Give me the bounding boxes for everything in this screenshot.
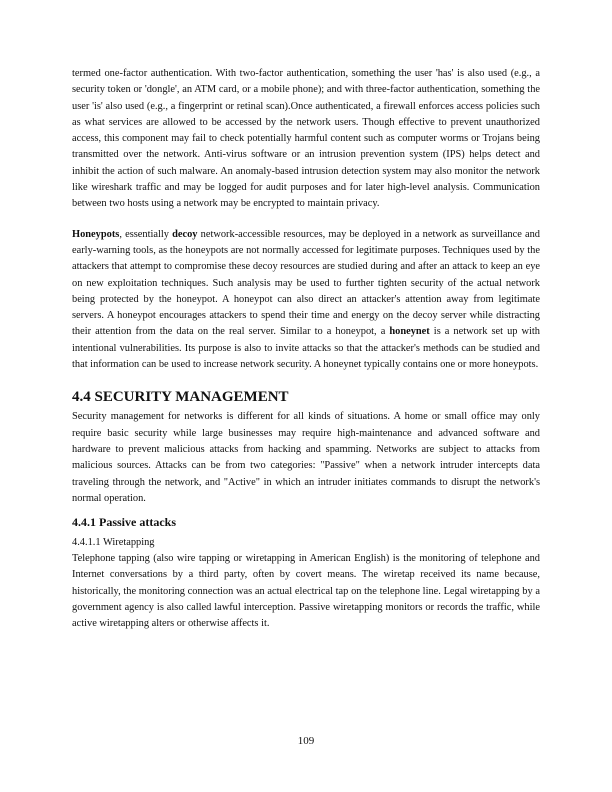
subsubsection-heading: 4.4.1.1 Wiretapping bbox=[72, 537, 155, 549]
paragraph-text: network-accessible resources, may be deployed in a network as surveillance and early-warning tools, as the honeypots are not normally accessed for legitimate purposes. Techniques used by the attackers that attempt to compromise these decoy resources are studied during and after an attack to keep an eye on new exploitation techniques. Such analysis may be used to further tighten security of the actual network being protected by the honeypot. A honeypot can also direct an attacker's attention away from legitimate servers. A honeypot encourages attackers to spend their time and energy on the decoy server while distracting their attention from the data on the real server. Similar to a honeypot, a bbox=[72, 228, 540, 338]
paragraph-text: , essentially bbox=[119, 228, 173, 240]
paragraph-honeypots bbox=[72, 227, 540, 374]
term-decoy: decoy bbox=[172, 228, 198, 240]
term-honeynet: honeynet bbox=[389, 326, 430, 338]
paragraph-wiretapping: Telephone tapping (also wire tapping or wiretapping in American English) is the monitoring of telephone and Internet conversations by a third party, often by covert means. The wiretap received its name because, historically, the monitoring connection was an actual electrical tap on the telephone line. Legal wiretapping by a government agency is also called lawful interception. Passive wiretapping monitors or records the traffic, while active wiretapping alters or otherwise affects it. bbox=[72, 553, 540, 630]
term-honeypots: Honeypots bbox=[72, 228, 120, 240]
page-number: 109 bbox=[297, 735, 315, 747]
paragraph-text: is a network set up with intentional vulnerabilities. Its purpose is also to invite attacks so that the attacker's methods can be studied and that information can be used to increase network security. A honeynet typically contains one or more honeypots. bbox=[72, 326, 540, 371]
document-page bbox=[72, 66, 540, 633]
section-heading: 4.4 SECURITY MANAGEMENT bbox=[72, 389, 289, 406]
paragraph-security-management: Security management for networks is different for all kinds of situations. A home or small office may only require basic security while large businesses may require high-maintenance and advanced software and hardware to prevent malicious attacks from hacking and spamming. Networks are subject to attacks from malicious sources. Attacks can be from two categories: "Passive" when a network intruder intercepts data traveling through the network, and "Active" in which an intruder initiates commands to disrupt the network's normal operation. bbox=[72, 411, 540, 504]
subsection-heading: 4.4.1 Passive attacks bbox=[72, 515, 176, 530]
paragraph-authentication: termed one-factor authentication. With two-factor authentication, something the user 'has' is also used (e.g., a security token or 'dongle', an ATM card, or a mobile phone); and with three-factor authentication, something the user 'is' also used (e.g., a fingerprint or retinal scan).Once authenticated, a firewall enforces access policies such as what services are allowed to be accessed by the network users. Though effective to prevent unauthorized access, this component may fail to check potentially harmful content such as computer worms or Trojans being transmitted over the network. Anti-virus software or an intrusion prevention system (IPS) helps detect and inhibit the action of such malware. An anomaly-based intrusion detection system may also monitor the network like wireshark traffic and may be logged for audit purposes and for later high-level analysis. Communication between two hosts using a network may be encrypted to maintain privacy. bbox=[72, 68, 540, 210]
